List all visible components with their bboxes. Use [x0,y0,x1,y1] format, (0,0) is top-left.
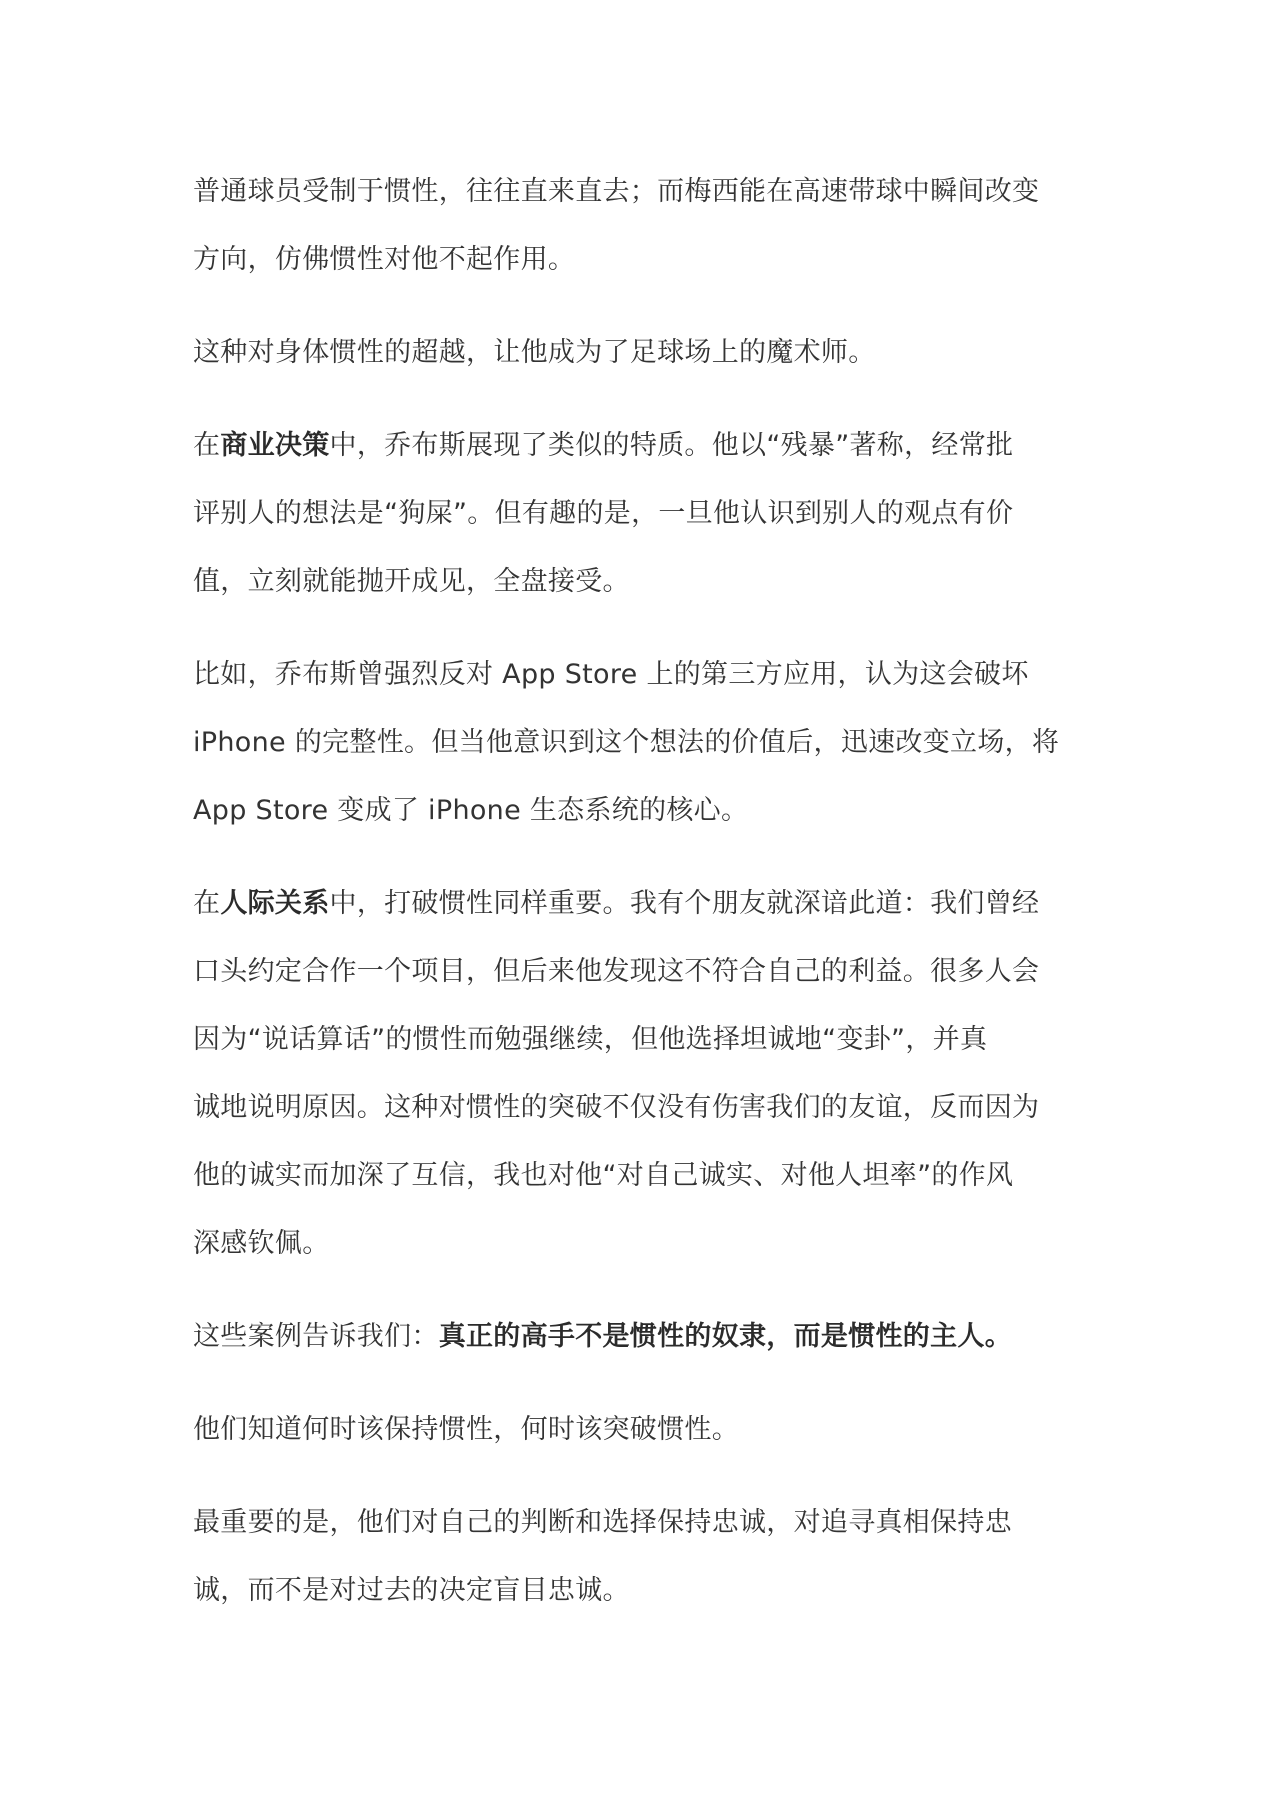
text-line [193,1210,1093,1278]
body-text: 在 [193,430,221,461]
paragraph [193,158,1093,294]
body-text: 这些案例告诉我们： [193,1321,439,1352]
text-line [193,548,1093,616]
body-text: 因为“说话算话”的惯性而勉强继续，但他选择坦诚地“变卦”，并真 [193,1024,988,1055]
emphasis-text: 商业决策 [220,430,330,461]
body-text: 方向，仿佛惯性对他不起作用。 [193,244,576,275]
text-line [193,1006,1093,1074]
paragraph [193,319,1093,387]
paragraph [193,412,1093,616]
text-line [193,1557,1093,1625]
body-text: 普通球员受制于惯性，往往直来直去；而梅西能在高速带球中瞬间改变 [193,176,1040,207]
paragraph [193,1396,1093,1464]
body-text: 评别人的想法是“狗屎”。但有趣的是，一旦他认识到别人的观点有价 [193,498,1014,529]
paragraph [193,870,1093,1278]
text-line [193,641,1093,709]
emphasis-text: 人际关系 [220,888,330,919]
paragraph [193,1489,1093,1625]
text-line [193,319,1093,387]
body-text: 这种对身体惯性的超越，让他成为了足球场上的魔术师。 [193,337,876,368]
text-line [193,777,1093,845]
text-line [193,1396,1093,1464]
text-line [193,226,1093,294]
body-text: 中，打破惯性同样重要。我有个朋友就深谙此道：我们曾经 [329,888,1040,919]
body-text: iPhone 的完整性。但当他意识到这个想法的价值后，迅速改变立场，将 [193,727,1060,758]
text-line [193,938,1093,1006]
body-text: 值，立刻就能抛开成见，全盘接受。 [193,566,630,597]
body-text: 比如，乔布斯曾强烈反对 App Store 上的第三方应用，认为这会破坏 [193,659,1029,690]
text-line [193,158,1093,226]
body-text: 他的诚实而加深了互信，我也对他“对自己诚实、对他人坦率”的作风 [193,1160,1014,1191]
article-body [193,158,1093,1650]
body-text: 在 [193,888,221,919]
text-line [193,709,1093,777]
emphasis-text: 真正的高手不是惯性的奴隶，而是惯性的主人。 [438,1321,1013,1352]
body-text: 诚，而不是对过去的决定盲目忠诚。 [193,1575,630,1606]
text-line [193,412,1093,480]
body-text: 口头约定合作一个项目，但后来他发现这不符合自己的利益。很多人会 [193,956,1040,987]
paragraph [193,1303,1093,1371]
text-line [193,1489,1093,1557]
text-line [193,1074,1093,1142]
text-line [193,1303,1093,1371]
body-text: 诚地说明原因。这种对惯性的突破不仅没有伤害我们的友谊，反而因为 [193,1092,1040,1123]
body-text: 最重要的是，他们对自己的判断和选择保持忠诚，对追寻真相保持忠 [193,1507,1012,1538]
body-text: App Store 变成了 iPhone 生态系统的核心。 [193,795,749,826]
paragraph [193,641,1093,845]
body-text: 他们知道何时该保持惯性，何时该突破惯性。 [193,1414,739,1445]
text-line [193,870,1093,938]
text-line [193,480,1093,548]
body-text: 中，乔布斯展现了类似的特质。他以“残暴”著称，经常批 [329,430,1014,461]
body-text: 深感钦佩。 [193,1228,330,1259]
text-line [193,1142,1093,1210]
